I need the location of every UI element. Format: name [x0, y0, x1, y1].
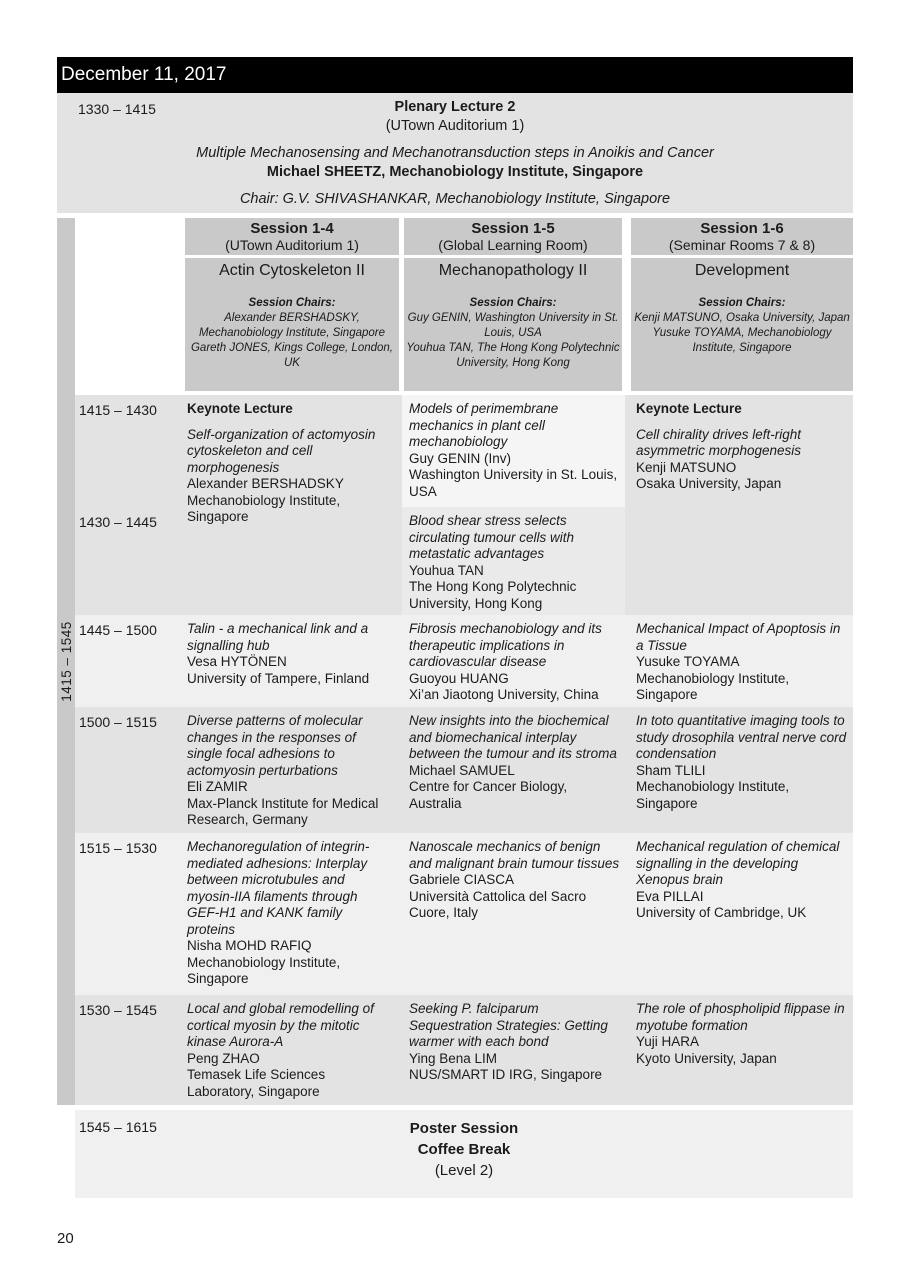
session-1-5-header — [404, 218, 622, 255]
time-span-strip — [57, 218, 75, 1105]
talk-affiliation: University of Cambridge, UK — [636, 905, 807, 920]
talk-speaker: Sham TLILI — [636, 762, 706, 778]
page-number: 20 — [57, 1230, 74, 1247]
plenary-title: Plenary Lecture 2 — [394, 99, 516, 115]
plenary-time: 1330 – 1415 — [78, 101, 156, 117]
talk-keynote-actin — [185, 395, 402, 615]
talk-speaker: Kenji MATSUNO — [636, 459, 737, 475]
talk-affiliation: Mechanobiology Institute, Singapore — [187, 954, 341, 986]
talk-title: Models of perimembrane mechanics in plant cell mechanobiology — [409, 401, 559, 449]
session-name: Session 1-5 — [471, 220, 555, 237]
session-chair: Youhua TAN, The Hong Kong Polytechnic University, Hong Kong — [406, 342, 620, 369]
talk-title: Diverse patterns of molecular changes in the responses of single focal adhesions to actomyosin perturbations — [187, 713, 363, 778]
session-chair: Gareth JONES, Kings College, London, UK — [190, 342, 393, 369]
talk-title: New insights into the biochemical and biomechanical interplay between the tumour and its stroma — [409, 713, 617, 761]
talk-title: Fibrosis mechanobiology and its therapeutic implications in cardiovascular disease — [409, 621, 602, 669]
session-1-4-header — [185, 218, 399, 255]
time-span-label: 1415 – 1545 — [58, 621, 74, 702]
session-chair: Guy GENIN, Washington University in St. Louis, USA — [407, 312, 619, 339]
talk-cell — [185, 615, 402, 707]
session-chair: Kenji MATSUNO, Osaka University, Japan — [634, 312, 850, 324]
plenary-block — [57, 93, 853, 213]
session-name: Session 1-4 — [250, 220, 334, 237]
talk-cell — [402, 615, 625, 707]
talk-title: Blood shear stress selects circulating tumour cells with metastatic advantages — [409, 513, 575, 561]
keynote-label: Keynote Lecture — [636, 401, 742, 416]
talk-cell — [185, 833, 402, 995]
time-slot: 1415 – 1430 — [75, 395, 185, 507]
talk-title: Local and global remodelling of cortical myosin by the mitotic kinase Aurora-A — [187, 1001, 374, 1049]
date-label: December 11, 2017 — [61, 64, 227, 85]
talk-cell — [625, 707, 853, 833]
plenary-venue: (UTown Auditorium 1) — [385, 118, 525, 134]
talk-affiliation: Osaka University, Japan — [636, 476, 782, 491]
session-chair: Yusuke TOYAMA, Mechanobiology Institute, Singapore — [652, 327, 832, 354]
poster-venue: (Level 2) — [434, 1162, 494, 1179]
talk-cell — [402, 833, 625, 995]
plenary-talk-title: Multiple Mechanosensing and Mechanotransduction steps in Anoikis and Cancer — [196, 145, 714, 161]
talk-title: Mechanoregulation of integrin-mediated adhesions: Interplay between microtubules and myosin-IIA filaments through GEF-H1 and KANK family proteins — [187, 839, 370, 937]
talk-affiliation: Mechanobiology Institute, Singapore — [187, 492, 341, 524]
talk-affiliation: Temasek Life Sciences Laboratory, Singapore — [187, 1067, 326, 1099]
time-slot: 1430 – 1445 — [75, 507, 185, 615]
talk-title: Seeking P. falciparum Sequestration Strategies: Getting warmer with each bond — [409, 1001, 608, 1049]
talk-cell — [625, 615, 853, 707]
talk-speaker: Michael SAMUEL — [409, 762, 515, 778]
time-slot: 1530 – 1545 — [75, 995, 185, 1105]
session-venue: (Global Learning Room) — [438, 237, 588, 253]
session-1-4-info — [185, 258, 399, 391]
coffee-break-label: Coffee Break — [417, 1141, 511, 1158]
session-topic: Mechanopathology II — [438, 262, 588, 279]
talk-affiliation: Centre for Cancer Biology, Australia — [409, 779, 568, 811]
talk-affiliation: Washington University in St. Louis, USA — [409, 467, 618, 499]
talk-speaker: Alexander BERSHADSKY — [187, 476, 344, 491]
talk-cell — [402, 707, 625, 833]
talk-speaker: Ying Bena LIM — [409, 1050, 498, 1066]
talk-speaker: Yusuke TOYAMA — [636, 654, 740, 669]
talk-title: Mechanical Impact of Apoptosis in a Tissue — [636, 621, 841, 653]
plenary-chair: Chair: G.V. SHIVASHANKAR, Mechanobiology Institute, Singapore — [239, 191, 671, 207]
talk-affiliation: University of Tampere, Finland — [187, 670, 370, 686]
talk-affiliation: Mechanobiology Institute, Singapore — [636, 779, 790, 811]
session-1-5-info — [404, 258, 622, 391]
session-venue: (Seminar Rooms 7 & 8) — [668, 237, 816, 253]
session-chairs-label: Session Chairs: — [469, 297, 557, 309]
talk-title: Talin - a mechanical link and a signalling hub — [187, 621, 369, 653]
talk-cell — [185, 707, 402, 833]
talk-affiliation: The Hong Kong Polytechnic University, Hong Kong — [409, 579, 577, 611]
plenary-speaker: Michael SHEETZ, Mechanobiology Institute, Singapore — [266, 164, 644, 180]
talk-cell — [185, 995, 402, 1105]
talk-title: Cell chirality drives left-right asymmetric morphogenesis — [636, 426, 802, 458]
session-chairs-label: Session Chairs: — [248, 297, 336, 309]
talk-speaker: Peng ZHAO — [187, 1050, 260, 1066]
date-header-bar — [57, 57, 853, 93]
schedule-grid — [75, 395, 853, 1105]
session-topic: Actin Cytoskeleton II — [219, 262, 365, 279]
session-topic: Development — [694, 262, 790, 279]
talk-cell — [402, 995, 625, 1105]
keynote-label: Keynote Lecture — [187, 401, 293, 416]
talk-title: The role of phospholipid flippase in myotube formation — [636, 1001, 845, 1033]
session-venue: (UTown Auditorium 1) — [225, 237, 359, 253]
talk-affiliation: Xi’an Jiaotong University, China — [409, 687, 599, 702]
talk-affiliation: NUS/SMART ID IRG, Singapore — [409, 1067, 603, 1082]
talk-keynote-development — [625, 395, 853, 615]
talk-speaker: Eva PILLAI — [636, 888, 704, 904]
talk-speaker: Guoyou HUANG — [409, 670, 509, 686]
session-chairs-label: Session Chairs: — [698, 297, 786, 309]
talk-cell — [625, 995, 853, 1105]
talk-speaker: Guy GENIN (Inv) — [409, 450, 512, 466]
talk-affiliation: Mechanobiology Institute, Singapore — [636, 670, 790, 702]
talk-title: Mechanical regulation of chemical signalling in the developing Xenopus brain — [636, 839, 840, 887]
time-slot: 1515 – 1530 — [75, 833, 185, 995]
talk-speaker: Vesa HYTÖNEN — [187, 654, 287, 669]
poster-session-row — [75, 1110, 853, 1198]
session-1-6-info — [631, 258, 853, 391]
time-slot: 1545 – 1615 — [79, 1119, 157, 1135]
session-1-6-header — [631, 218, 853, 255]
talk-title: In toto quantitative imaging tools to study drosophila ventral nerve cord condensation — [636, 713, 847, 761]
talk-title: Self-organization of actomyosin cytoskeleton and cell morphogenesis — [187, 426, 376, 475]
talk-tan — [402, 507, 625, 615]
talk-affiliation: Kyoto University, Japan — [636, 1050, 777, 1066]
talk-speaker: Yuji HARA — [636, 1034, 700, 1049]
time-slot: 1445 – 1500 — [75, 615, 185, 707]
talk-title: Nanoscale mechanics of benign and malignant brain tumour tissues — [409, 839, 620, 871]
talk-speaker: Gabriele CIASCA — [409, 872, 515, 887]
session-chair: Alexander BERSHADSKY, Mechanobiology Institute, Singapore — [198, 312, 386, 339]
talk-speaker: Nisha MOHD RAFIQ — [187, 938, 312, 953]
talk-affiliation: Università Cattolica del Sacro Cuore, Italy — [409, 888, 587, 920]
talk-genin — [402, 395, 625, 507]
poster-session-title: Poster Session — [409, 1120, 519, 1137]
time-slot: 1500 – 1515 — [75, 707, 185, 833]
talk-speaker: Youhua TAN — [409, 562, 484, 578]
session-name: Session 1-6 — [700, 220, 784, 237]
talk-affiliation: Max-Planck Institute for Medical Research, Germany — [187, 795, 379, 827]
talk-cell — [625, 833, 853, 995]
talk-speaker: Eli ZAMIR — [187, 779, 248, 794]
